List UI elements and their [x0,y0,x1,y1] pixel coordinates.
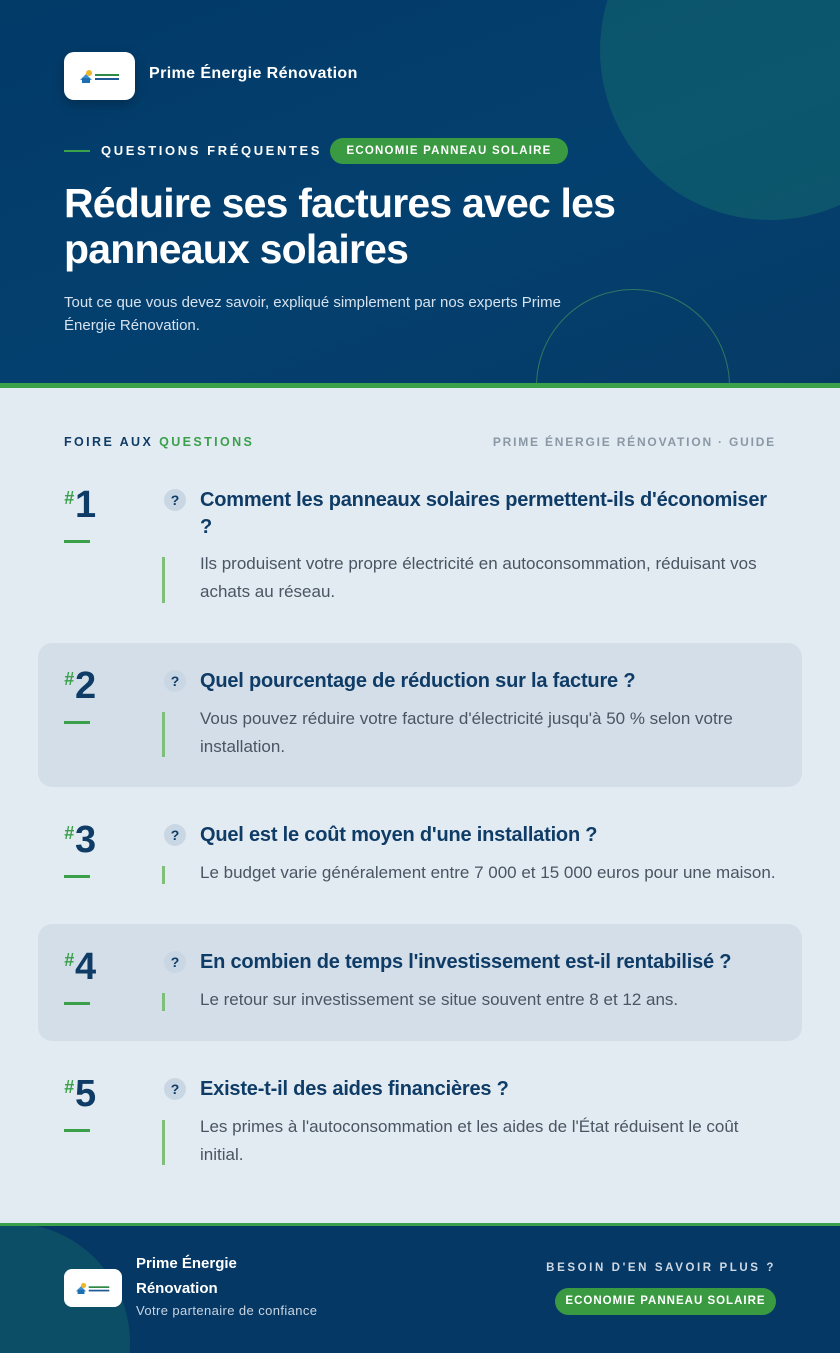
page-subtitle: Tout ce que vous devez savoir, expliqué simplement par nos experts Prime Énergie Rénovation. [64,294,561,334]
brand-logo[interactable] [64,52,135,100]
faq-number-underline [64,540,90,543]
hash-symbol: # [64,669,75,689]
question-icon: ? [164,824,186,846]
faq-number-value: 2 [75,665,97,707]
hash-symbol: # [64,1077,75,1097]
faq-number [64,1073,96,1116]
eyebrow-label: QUESTIONS FRÉQUENTES [101,143,323,158]
page-title: Réduire ses factures avec les panneaux solaires [64,180,616,272]
faq-number-underline [64,1002,90,1005]
faq-item-4-background [38,924,802,1041]
section-title [64,435,254,449]
footer [0,1223,840,1353]
logo-house-icon [79,68,121,84]
faq-number-value: 5 [75,1073,97,1115]
topic-tag[interactable]: ECONOMIE PANNEAU SOLAIRE [330,138,568,164]
footer-logo[interactable] [64,1269,122,1307]
faq-number [64,665,96,708]
footer-tagline: Votre partenaire de confiance [136,1303,318,1318]
faq-number-value: 4 [75,946,97,988]
footer-divider [0,1223,840,1226]
faq-answer-bar [162,866,165,884]
faq-number-underline [64,875,90,878]
faq-question: Quel pourcentage de réduction sur la facture ? [200,670,636,692]
section-title-accent: QUESTIONS [159,435,255,449]
faq-question: En combien de temps l'investissement est-il rentabilisé ? [200,951,732,973]
faq-answer-bar [162,993,165,1011]
faq-number-value: 1 [75,484,97,526]
question-icon: ? [164,489,186,511]
footer-brand-name: Prime Énergie Rénovation [136,1255,237,1297]
faq-answer: Vous pouvez réduire votre facture d'électricité jusqu'à 50 % selon votre installation. [200,709,733,756]
hash-symbol: # [64,823,75,843]
faq-number-value: 3 [75,819,97,861]
eyebrow-divider [64,150,90,152]
footer-cta-label: BESOIN D'EN SAVOIR PLUS ? [546,1262,776,1274]
question-icon: ? [164,1078,186,1100]
faq-number-underline [64,1129,90,1132]
faq-number [64,484,96,527]
faq-question: Comment les panneaux solaires permettent-ils d'économiser ? [200,489,767,538]
logo-house-icon [75,1281,111,1295]
faq-question: Quel est le coût moyen d'une installation ? [200,824,598,846]
faq-answer-bar [162,1120,165,1165]
hash-symbol: # [64,950,75,970]
hero-divider [0,383,840,388]
decorative-circle [600,0,840,220]
faq-number-underline [64,721,90,724]
faq-answer: Le retour sur investissement se situe souvent entre 8 et 12 ans. [200,990,679,1009]
question-icon: ? [164,670,186,692]
question-icon: ? [164,951,186,973]
faq-answer: Ils produisent votre propre électricité en autoconsommation, réduisant vos achats au réseau. [200,554,757,601]
section-title-prefix: FOIRE AUX [64,435,160,449]
section-guide-label: PRIME ÉNERGIE RÉNOVATION · GUIDE [492,435,776,449]
faq-answer: Les primes à l'autoconsommation et les aides de l'État réduisent le coût initial. [200,1117,739,1164]
brand-name: Prime Énergie Rénovation [149,65,358,82]
faq-number [64,819,96,862]
faq-number [64,946,96,989]
faq-answer-bar [162,557,165,603]
hero-header [0,0,840,388]
footer-topic-tag[interactable]: ECONOMIE PANNEAU SOLAIRE [555,1288,776,1315]
hash-symbol: # [64,488,75,508]
faq-question: Existe-t-il des aides financières ? [200,1078,509,1100]
faq-answer-bar [162,712,165,757]
faq-answer: Le budget varie généralement entre 7 000 et 15 000 euros pour une maison. [200,863,776,882]
